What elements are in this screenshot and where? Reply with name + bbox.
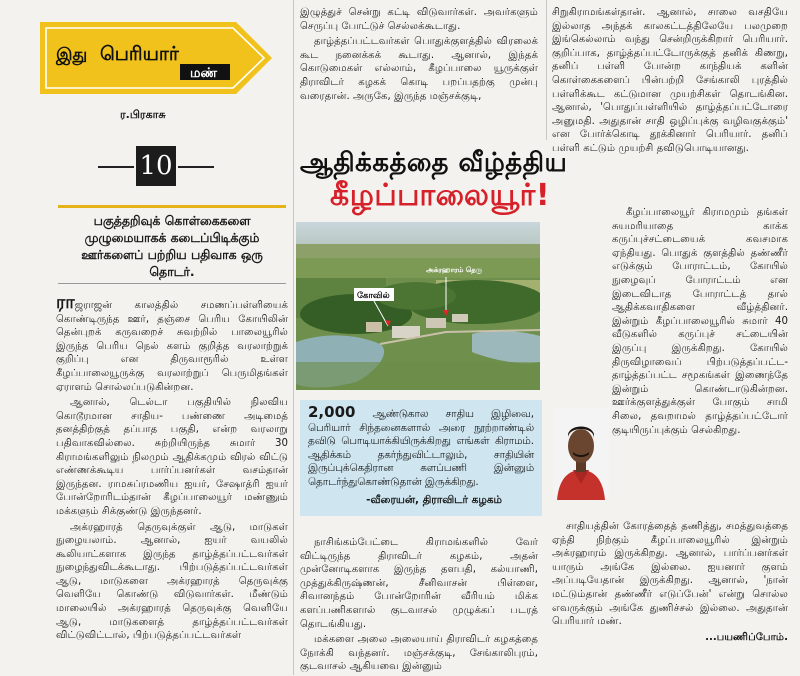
article-column-right-mid: [612, 206, 788, 439]
lead-letter: ரா: [56, 292, 75, 313]
article-column-right-top: [552, 6, 788, 158]
series-description-box: [58, 205, 286, 284]
series-banner: [40, 22, 272, 94]
banner-subtitle: மண்: [190, 66, 218, 81]
series-description: பகுத்தறிவுக் கொள்கைகளை முழுமையாகக் கடைப்பிடிக்கும் ஊர்களைப் பற்றிய பதிவாக ஒரு தொடர்.: [81, 213, 263, 279]
photo-label-agraharam: அக்ரஹாரம் தெரு: [426, 266, 483, 274]
banner-title: பெரியார்: [100, 43, 179, 65]
mid-paragraph-1: இழுத்துச் சென்று கட்டி விடுவார்கள். அவர்களும் செருப்பு போட்டுச் செல்லக்கூடாது.: [300, 7, 538, 32]
banner-prefix: இது: [56, 45, 88, 65]
series-number-block: [98, 146, 214, 188]
mid-bottom-paragraph-1: நாசிங்கம்பேட்டை கிராமங்களில் வேர் விட்டிருந்த திராவிடர் கழகம், அதன் முன்னோடிகளாக இருந்த தளபதி, கல்யாணி, முத்துக்கிருஷ்ணன், சீனிவாசன் பிள்ளை, சிவானந்தம் போன்றோரின் வீரியம் மிக்க களப்பணிகளால் குடவாசல் முழுக்கப் படரத் தொடங்கியது.: [300, 537, 538, 630]
right-paragraph-3: சாதியத்தின் கோரத்தைத் தணித்து, சமத்துவத்தை ஏந்தி நிற்கும் கீழப்பாலையூரில் இன்றும் அக்ரஹாரம் இருக்கிறது. ஆனால், பார்ப்பனர்கள் யாரும் அங்கே இல்லை. ஐயனார் குளம் அப்படியேதான் இருக்கிறது. ஆனால், 'நான் மட்டும்தான் தண்ணீர் எடுப்பேன்' என்று சொல்ல எவருக்கும் அங்கே துணிச்சல் இல்லை. அதுதான் பெரியார் மண்.: [552, 521, 788, 628]
photo-label-temple: கோவில்: [357, 291, 390, 301]
byline: ர.பிரகாசு: [120, 108, 166, 121]
article-column-left: [56, 292, 288, 645]
article-column-middle-top: [300, 6, 538, 105]
right-paragraph-2: கீழப்பாலையூர் கிராமமும் தங்கள் சுயமரியாதை காக்க கருப்புச்சட்டையைக் கவசமாக ஏந்தியது. பொதுக் குளத்தில் தண்ணீர் எடுக்கும் போராட்டம், கோயில் நுழைவுப் போராட்டம் என இடைவிடாத போராட்டத் தால் ஆதிக்கவாதிகளை வீழ்த்தினர். இன்றும் கீழப்பாலையூரில் சுமார் 40 வீடுகளில் கருப்புச் சட்டையின் இருப்பு இருக்கிறது. கோயில் திருவிழாவைப் பிற்படுத்தப்பட்ட-தாழ்த்தப்பட்ட சமூகங்கள் இணைந்தே இன்றும் கொண்டாடுகின்றன. ஊர்க்குளத்துக்குள் போகும் சாமி சிலை, தவறாமல் தாழ்த்தப்பட்டோர் குடியிருப்புக்கும் செல்கிறது.: [612, 207, 788, 436]
left-paragraph-1: ஜராஜன் காலத்தில் சமணப்பள்ளியைக் கொண்டிருந்த ஊர், தஞ்சை பெரிய கோயிலின் தென்புறக் கருவறைச் சுவற்றில் பாலையூரில் இருந்த பெரிய நெல் களம் குறித்த வரலாற்றுக் குறிப்பு என திருவாரூரில் உள்ள கீழப்பாலையூருக்கு வரலாற்றுப் பெருமிதங்கள் ஏராளம் சொல்லப்படுகின்றன.: [56, 300, 288, 393]
headline-line-2: கீழப்பாலையூர்!: [330, 178, 551, 213]
left-paragraph-3: அக்ரஹாரத் தெருவுக்குள் ஆடு, மாடுகள் நுழையலாம். ஆனால், ஐயர் வயலில் கூலியாட்களாக இருந்த தாழ்த்தப்பட்டவர்கள் நுழைந்துவிடக்கூடாது. பிற்படுத்தப்பட்டவர்கள் ஆடு, மாடுகளை அக்ரஹாரத் தெருவுக்கு வெளியே கொண்டு விடுவார்கள். மீண்டும் மாலையில் அக்ரஹாரத் தெருவுக்கு வெளியே ஆடு, மாடுகளைத் தாழ்த்தப்பட்டவர்கள் விட்டுவிட்டால், பிற்படுத்தப்பட்டவர்கள்: [56, 521, 288, 642]
left-paragraph-2: ஆனால், டெல்டா பகுதியில் நிலவிய கொடூரமான சாதிய- பண்ணை அடிமைத் தனத்திற்குத் தப்பாத பகுதி, என்ற வரலாறு பதிவாகவில்லை. சுற்றியிருந்த சுமார் 30 கிராமங்களிலும் நிலமும் ஆதிக்கமும் விரல் விட்டு எண்ணக்கூடிய பார்ப்பனர்கள் வசம்தான் இருந்தன. ராமசுப்ரமணிய ஐயர், சேஷாத்ரி ஐயர் போன்றோரிடம்தான் கீழப்பாலையூர் மண்ணும் மக்களும் சிக்குண்டு இருந்தனர்.: [56, 397, 288, 517]
right-paragraph-1: சிறுகிராமங்கள்தான். ஆனால், சாலை வசதியே இல்லாத அந்தக் காலகட்டத்திலேயே பலமுறை இங்கெல்லாம் வந்து சென்றிருக்கிறார் பெரியார். குறிப்பாக, தாழ்த்தப்பட்டோருக்குத் தனிக் கிணறு, தனிப் பள்ளி போன்ற காந்தியக் களின் கொள்கைகளைப் பின்பற்றி சேங்காலி புரத்தில் பள்ளிக்கூட கட்டுமான முயற்சிகள் தொடங்கின. ஆனால், 'பொதுப்பள்ளியில் தாழ்த்தப்பட்டோரை அனுமதி. அதுதான் சாதி ஒழிப்புக்கு வழிவகுக்கும்' என போர்க்கொடி தூக்கினார் பெரியார். தனிப் பள்ளி கட்டும் முயற்சி தவிடுபொடியானது.: [552, 7, 788, 154]
article-column-middle-bottom: [300, 536, 538, 676]
ending-note: ...பயணிப்போம்.: [705, 631, 788, 643]
portrait-photo: [553, 408, 609, 500]
column-divider: [293, 0, 294, 675]
mid-bottom-paragraph-2: மக்களை அலை அலையாய் திராவிடர் கழகத்தை நோக்கி வந்தனர். மஞ்சக்குடி, சேங்காலிபுரம், குடவாசல் ஆகியவை இன்னும்: [300, 634, 538, 673]
quote-box: [300, 400, 542, 516]
column-divider: [546, 0, 547, 140]
article-column-right-bottom: [552, 520, 788, 644]
headline-line-1: ஆதிக்கத்தை வீழ்த்திய: [300, 148, 568, 178]
quote-signature: -வீரையன், திராவிடர் கழகம்: [366, 494, 502, 506]
quote-lead: 2,000: [308, 403, 356, 421]
mid-paragraph-2: தாழ்த்தப்பட்டவர்கள் பொதுக்குளத்தில் விரலைக் கூட நனைக்கக் கூடாது. ஆனால், இந்தக் கொடுமைகள் எல்லாம், கீழப்பாலை யூருக்குள் திராவிடர் கழகக் கொடி பறப்பதற்கு முன்பு வரைதான். அருகே, இருந்த மஞ்சக்குடி,: [300, 36, 538, 102]
aerial-photo: [296, 222, 540, 390]
quote-text: ஆண்டுகால சாதிய இழிவை, பெரியார் சிந்தனைகளால் அரை நூற்றாண்டில் தவிடு பொடியாக்கியிருக்கிறது எங்கள் கிராமம். ஆதிக்கம் தகர்ந்துவிட்டாலும், சாதியின் இருப்புக்கெதிரான களப்பணி இன்னும் தொடர்ந்துகொண்டுதான் இருக்கிறது.: [308, 408, 534, 488]
series-number: 10: [136, 146, 176, 186]
